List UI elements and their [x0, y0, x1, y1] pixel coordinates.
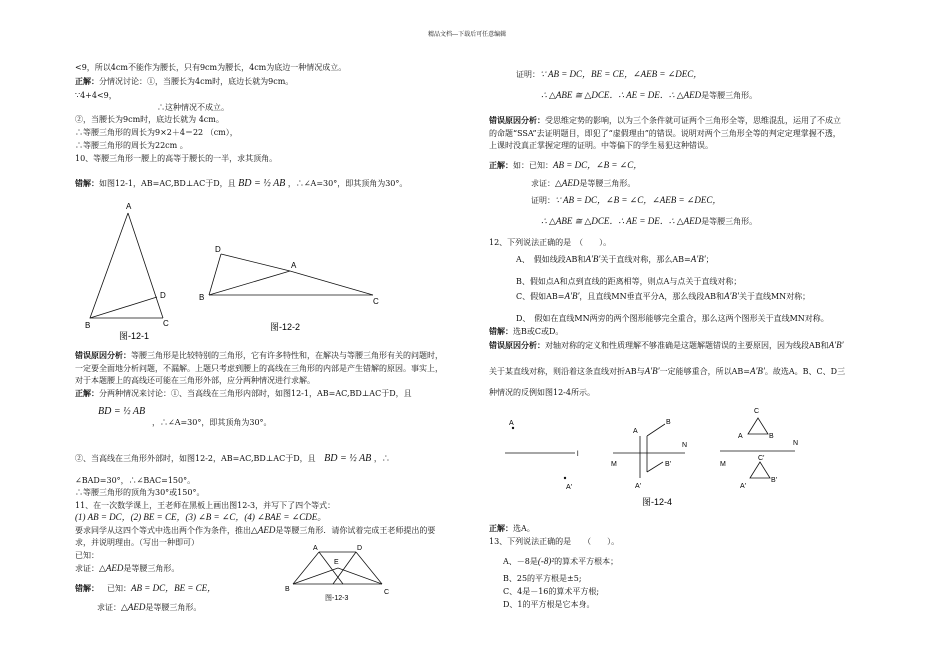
label-B: B — [769, 433, 774, 440]
text-line: 求证：△AED是等腰三角形。 — [531, 178, 636, 188]
text-line: ②、当高线在三角形外部时，如图12-2，AB=AC,BD⊥AC于D，且 BD = ½ AB ，∴ — [75, 453, 390, 464]
text-line: 对于本题腰上的高线还可能在三角形外部，应分两种情况进行求解。 — [75, 376, 315, 385]
text-line: ∴这种情况不成立。 — [157, 103, 229, 112]
figure-caption: 图-12-4 — [642, 497, 673, 507]
text-line: 11、在一次数学课上，王老师在黑板上画出图12-3，并写下了四个等式： — [75, 501, 336, 510]
label-A-prime: A′ — [566, 484, 572, 491]
text-line: 错解：选B或C或D。 — [489, 326, 564, 336]
text-line: 一定要全面地分析问题，不漏解。上题只考虑到腰上的高线在三角形的内部是产生错解的原因。事实上， — [75, 364, 443, 373]
figure-caption: 图-12-1 — [119, 331, 150, 341]
text-line: 证明：∵ AB = DC，BE = CE，∠AEB = ∠DEC， — [516, 69, 703, 79]
math-expression: BD = ½ AB — [98, 406, 146, 417]
text-line: 正解：分情况讨论：①，当腰长为4cm时，底边长就为9cm。 — [75, 76, 294, 86]
text-line: 种情况的反例如图12-4所示。 — [489, 388, 595, 397]
text-line: C、4是－16的算术平方根; — [503, 587, 600, 596]
figure-caption: 图-12-3 — [325, 595, 349, 602]
label-C: C — [384, 589, 390, 596]
label-N: N — [682, 442, 688, 449]
label-B-prime: B′ — [771, 477, 777, 484]
label-A: A — [738, 433, 743, 440]
label-A: A — [126, 202, 132, 211]
text-line: 正解：如：已知：AB = DC，∠B = ∠C， — [489, 160, 643, 170]
text-line: A、 假如线段AB和A′B′关于直线对称，那么AB=A′B′； — [516, 254, 714, 264]
text-line: 错解：如图12-1，AB=AC,BD⊥AC于D，且 BD = ½ AB ，∴∠A=30°，即其顶角为30°。 — [75, 178, 408, 189]
text-line: 12、下列说法正确的是 （ ）。 — [489, 238, 612, 247]
label-B: B — [285, 586, 290, 593]
math-expression: BD = ½ AB — [238, 178, 286, 189]
label-A-prime: A′ — [740, 483, 746, 490]
text-line: 正解：分两种情况来讨论：①、当高线在三角形内部时，如图12-1，AB=AC,BD⊥AC于D，且 — [75, 388, 412, 398]
label-A: A — [313, 545, 318, 552]
text-line: 10、等腰三角形一腰上的高等于腰长的一半，求其顶角。 — [75, 154, 278, 163]
text-line: B、25的平方根是±5; — [503, 574, 582, 583]
label-N: N — [793, 440, 799, 447]
text-line: <9，所以4cm不能作为腰长，只有9cm为腰长，4cm为底边一种情况成立。 — [75, 63, 347, 72]
label-D: D — [357, 545, 363, 552]
text-line: B、假如点A和点到直线的距离相等，则点A与点关于直线对称； — [516, 277, 742, 286]
text-line: A、－8是(-8)²的算术平方根本； — [503, 556, 619, 566]
text-line: 错解： 已知：AB = DC，BE = CE， — [75, 583, 217, 593]
text-line: ∠BAD=30°，∴∠BAC=150°。 — [75, 476, 196, 485]
text-line: ∴ △ABE ≅ △DCE．∴ AE = DE．∴ △AED是等腰三角形。 — [541, 216, 758, 226]
label-D: D — [160, 291, 166, 300]
text-line: 求证：△AED是等腰三角形。 — [97, 602, 202, 612]
text-line: 错误原因分析：对轴对称的定义和性质理解不够准确是这题解题错误的主要原因，因为线段AB和A′B′ — [489, 340, 844, 350]
label-C: C — [373, 297, 379, 306]
label-A: A — [633, 428, 638, 435]
text-line: ∴等腰三角形的周长为22cm 。 — [75, 141, 188, 150]
math-expression: BD = ½ AB — [324, 453, 372, 464]
math-expression: (1) AB = DC，(2) BE = CE，(3) ∠B = ∠C，(4) ∠BAE = ∠CDE。 — [75, 512, 327, 522]
text-line: 要求同学从这四个等式中选出两个作为条件，推出△AED是等腰三角形．请你试着完成王老师提出的要 — [75, 525, 436, 535]
page-header: 精品文档---下载后可任意编辑 — [428, 31, 507, 38]
label-D: D — [215, 245, 221, 254]
label-B: B — [666, 419, 671, 426]
text-line: ，∴∠A=30°，即其顶角为30°。 — [152, 418, 272, 427]
label-B-prime: B′ — [665, 461, 671, 468]
figure-12-2 — [195, 242, 385, 337]
label-M: M — [720, 461, 726, 468]
text-line: 的命题“SSA”去证明题目，即犯了“虚假理由”的错误。说明对两个三角形全等的判定定理掌握不透， — [489, 129, 841, 138]
text-line: ∴等腰三角形的顶角为30°或150°。 — [75, 488, 205, 497]
label-A: A — [509, 420, 514, 427]
label-C-prime: C′ — [758, 455, 765, 462]
text-line: ②，当腰长为9cm时，底边长就为 4cm。 — [75, 115, 224, 124]
label-C: C — [163, 319, 169, 328]
text-line: 正解：选A。 — [489, 523, 535, 533]
text-line: 上课时没真正掌握定理的证明。中等偏下的学生易犯这种错误。 — [489, 141, 713, 150]
text-line: 已知： — [75, 551, 99, 560]
text-line: D、 假如在直线MN两旁的两个图形能够完全重合，那么这两个图形关于直线MN对称。 — [516, 314, 829, 323]
text-line: 错误原因分析：等腰三角形是比较特别的三角形，它有许多特性和，在解决与等腰三角形有关的问题时， — [75, 350, 443, 360]
label-A-prime: A′ — [635, 483, 641, 490]
text-line: 求，并说明理由。（写出一种即可） — [75, 538, 199, 547]
text-line: C、假如AB=A′B′，且直线MN垂直平分A，那么线段AB和A′B′关于直线MN对称； — [516, 291, 811, 301]
label-C: C — [754, 408, 760, 415]
text-line: 错误原因分析：受思维定势的影响，以为三个条件就可证两个三角形全等，思维混乱，运用了不成立 — [489, 115, 841, 125]
figure-12-4 — [495, 400, 870, 510]
label-E: E — [334, 559, 339, 566]
text-line: 证明：∵ AB = DC，∠B = ∠C，∠AEB = ∠DEC， — [531, 195, 722, 205]
label-l: l — [577, 451, 579, 458]
text-line: 13、下列说法正确的是 （ ）。 — [489, 537, 620, 546]
text-line: ∴ △ABE ≅ △DCE．∴ AE = DE．∴ △AED是等腰三角形。 — [541, 90, 758, 100]
label-B: B — [85, 321, 91, 330]
text-line: ∵4+4<9， — [75, 91, 117, 100]
figure-12-1 — [85, 200, 185, 345]
label-A: A — [291, 261, 297, 270]
label-B: B — [199, 293, 205, 302]
figure-12-3 — [283, 542, 398, 607]
text-line: 求证：△AED是等腰三角形。 — [75, 563, 180, 573]
figure-caption: 图-12-2 — [270, 322, 301, 332]
text-line: D、1的平方根是它本身。 — [503, 600, 595, 609]
text-line: 关于某直线对称，则沿着这条直线对折AB与A′B′一定能够重合，所以AB=A′B′。故选A。B、C、D三 — [489, 366, 846, 376]
label-M: M — [611, 461, 617, 468]
text-line: ∴等腰三角形的周长为9×2＋4＝22 （cm）， — [75, 128, 238, 137]
